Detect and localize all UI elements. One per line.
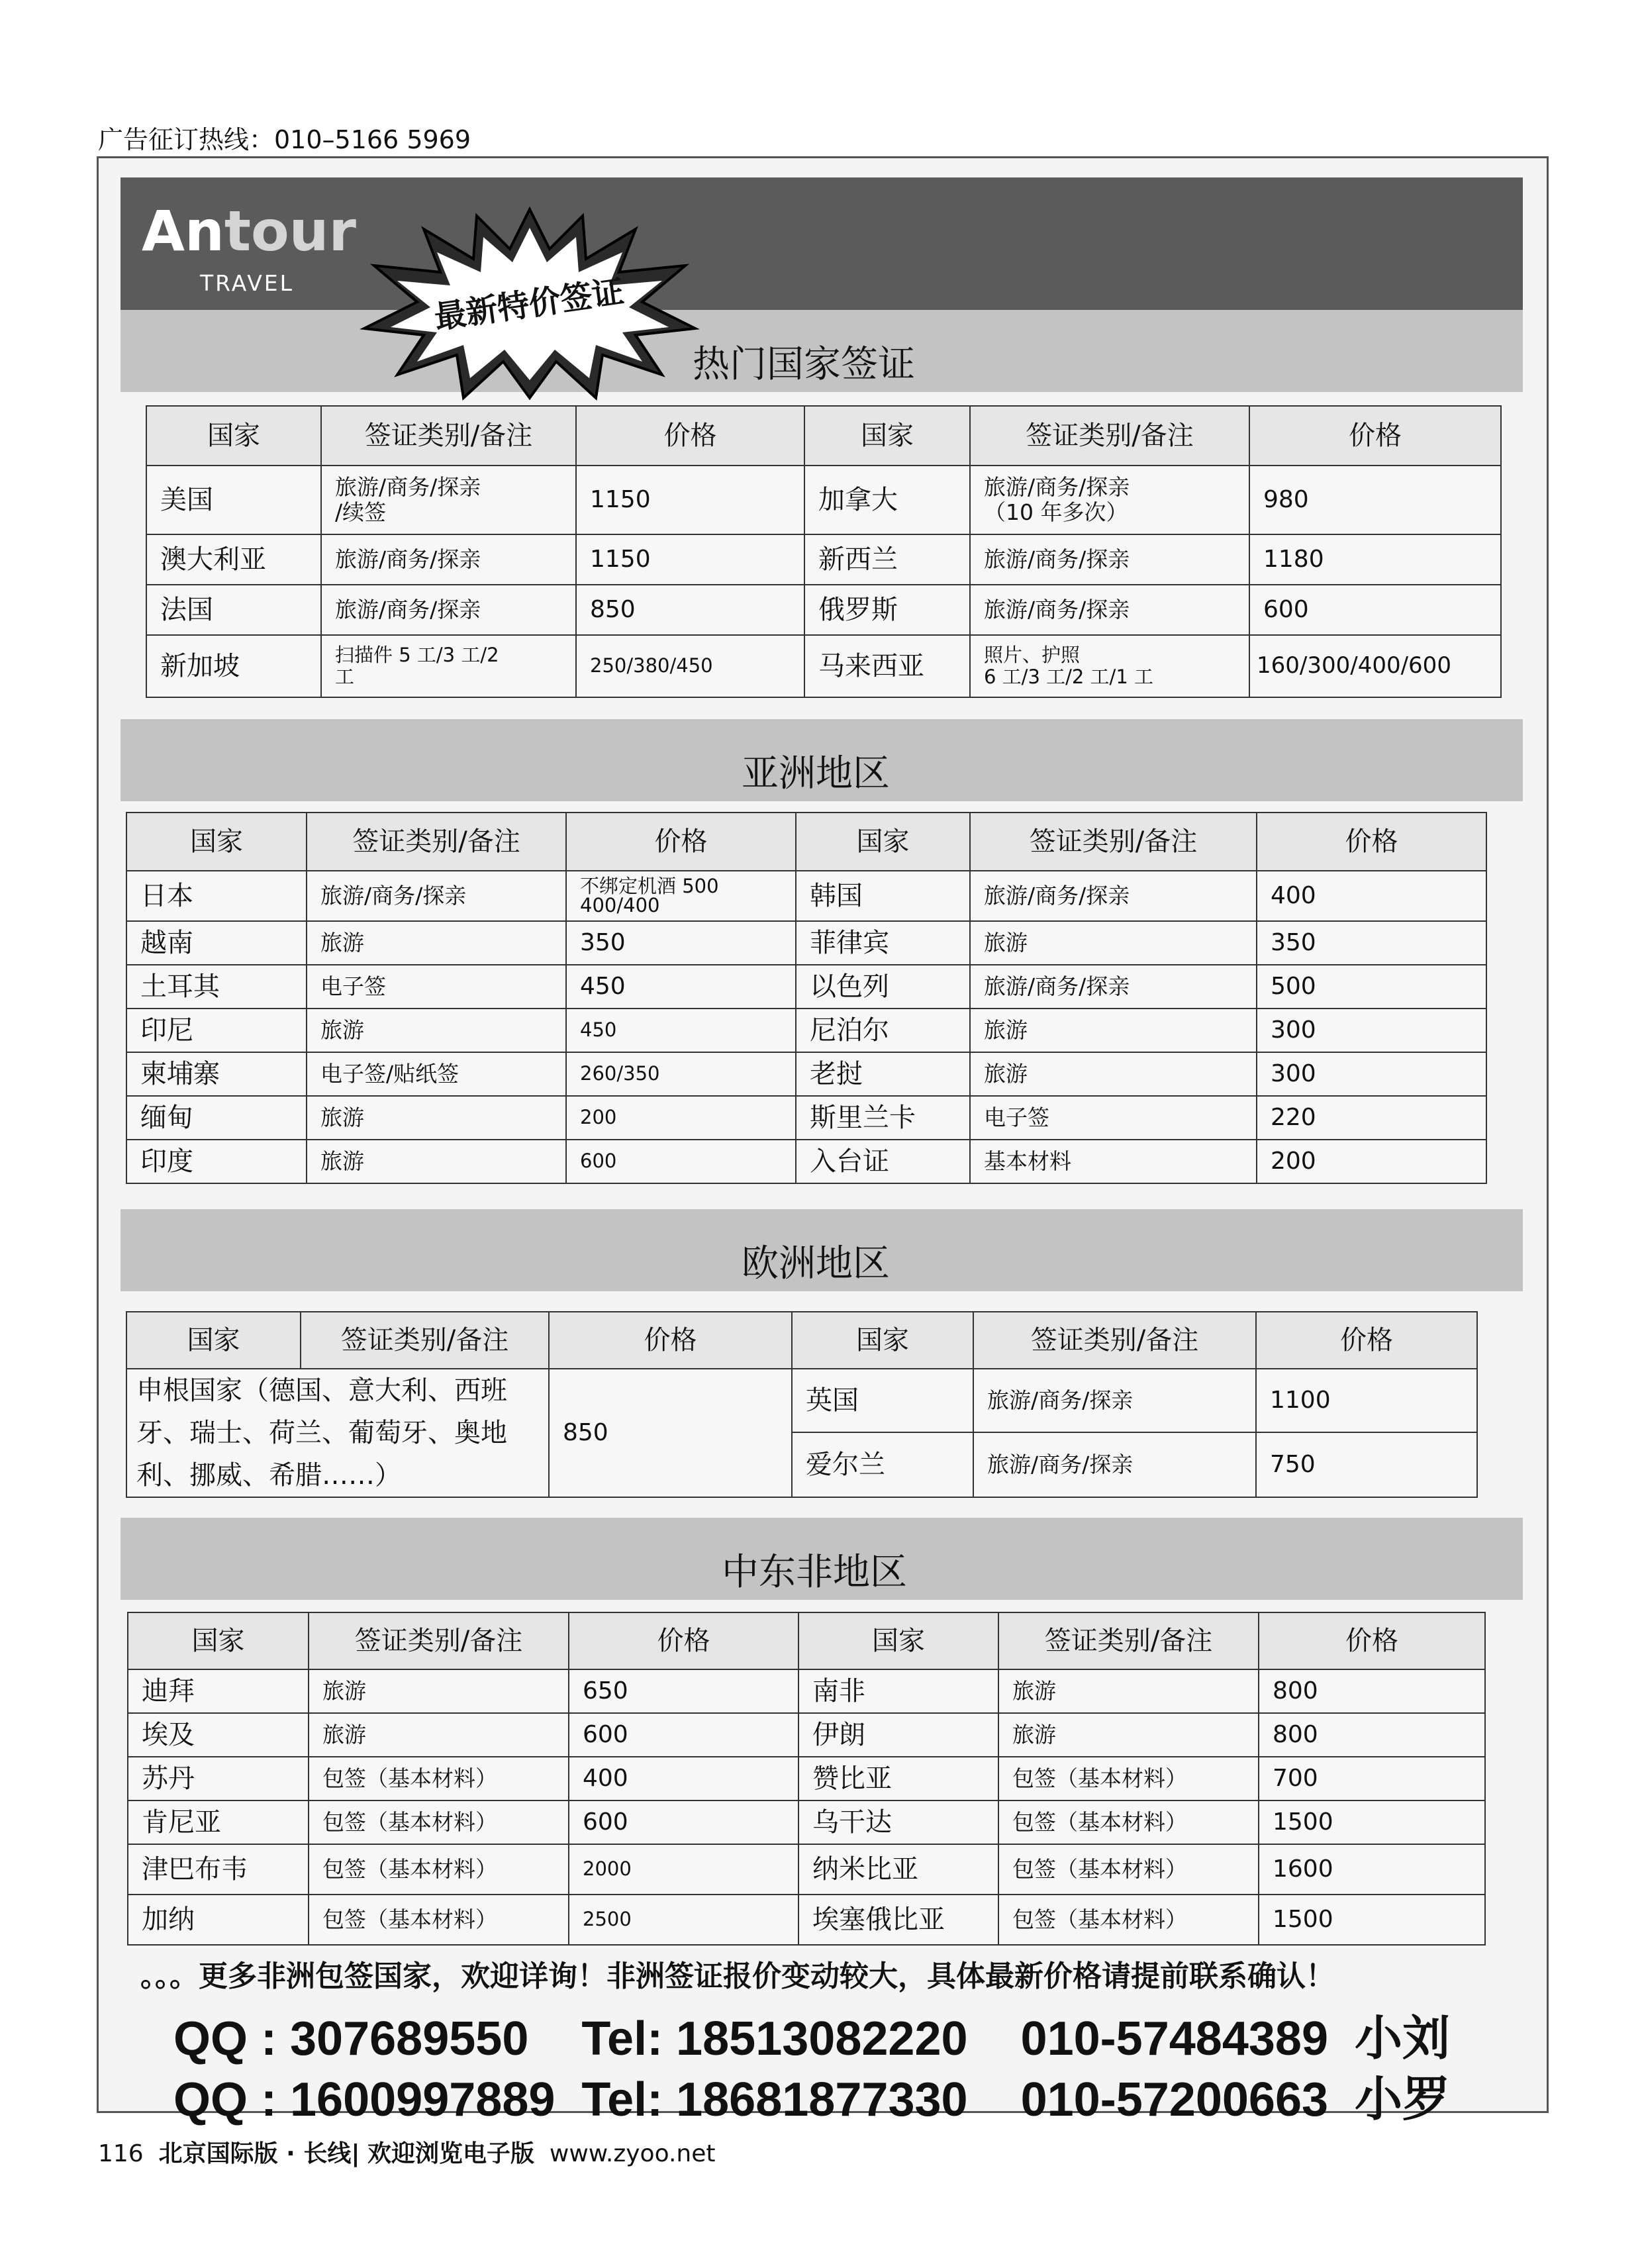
price: 750 (1256, 1432, 1477, 1497)
price: 500 (1257, 965, 1486, 1009)
visa-type: 旅游 (307, 1140, 566, 1183)
visa-type: 旅游/商务/探亲 (321, 534, 576, 585)
visa-type: 旅游/商务/探亲 (321, 585, 576, 635)
visa-type: 电子签 (307, 965, 566, 1009)
price: 2000 (569, 1844, 798, 1895)
visa-type: 旅游/商务/探亲 (973, 1369, 1256, 1432)
price: 450 (566, 965, 796, 1009)
visa-type: 旅游 (998, 1713, 1259, 1757)
special-offer-burst-icon (358, 203, 702, 401)
country: 加拿大 (804, 466, 970, 534)
visa-type: 包签（基本材料） (998, 1757, 1259, 1800)
price: 300 (1257, 1009, 1486, 1052)
price: 1100 (1256, 1369, 1477, 1432)
table-row (146, 534, 1501, 585)
country: 埃及 (128, 1713, 309, 1757)
table-row (128, 1800, 1485, 1844)
country: 澳大利亚 (146, 534, 321, 585)
table-row (128, 1713, 1485, 1757)
country: 乌干达 (798, 1800, 998, 1844)
country: 柬埔寨 (126, 1052, 307, 1096)
price: 1150 (576, 534, 804, 585)
visa-type: 旅游 (309, 1713, 569, 1757)
col-type: 签证类别/备注 (970, 406, 1249, 466)
country: 印尼 (126, 1009, 307, 1052)
price: 800 (1259, 1669, 1485, 1713)
welcome-text: 欢迎浏览电子版 (367, 2140, 534, 2167)
country: 菲律宾 (796, 921, 970, 965)
mideast-title: 中东非地区 (722, 1551, 907, 1594)
price: 350 (566, 921, 796, 965)
schengen-countries: 申根国家（德国、意大利、西班牙、瑞士、荷兰、葡萄牙、奥地利、挪威、希腊……） (126, 1369, 549, 1497)
visa-type: 包签（基本材料） (998, 1844, 1259, 1895)
visa-type: 旅游 (309, 1669, 569, 1713)
country: 马来西亚 (804, 635, 970, 697)
price: 200 (1257, 1140, 1486, 1183)
country: 苏丹 (128, 1757, 309, 1800)
country: 土耳其 (126, 965, 307, 1009)
table-row (126, 921, 1486, 965)
price: 850 (576, 585, 804, 635)
country: 加纳 (128, 1895, 309, 1945)
visa-type: 旅游 (307, 1096, 566, 1140)
country: 爱尔兰 (792, 1432, 973, 1497)
country: 南非 (798, 1669, 998, 1713)
visa-type: 旅游 (970, 1009, 1257, 1052)
country: 越南 (126, 921, 307, 965)
africa-note: 。。。更多非洲包签国家，欢迎详询！非洲签证报价变动较大，具体最新价格请提前联系确认！ (140, 1959, 1335, 1993)
price: 2500 (569, 1895, 798, 1945)
col-country: 国家 (804, 406, 970, 466)
asia-header-row (126, 813, 1486, 871)
visa-type: 包签（基本材料） (998, 1800, 1259, 1844)
country: 俄罗斯 (804, 585, 970, 635)
table-row (146, 585, 1501, 635)
price: 850 (549, 1369, 792, 1497)
country: 肯尼亚 (128, 1800, 309, 1844)
burst-text: 最新特价签证 (432, 273, 626, 336)
hot-title: 热门国家签证 (693, 343, 915, 386)
visa-type: 旅游/商务/探亲 （10 年多次） (970, 466, 1249, 534)
visa-type: 旅游 (970, 921, 1257, 965)
visa-type: 基本材料 (970, 1140, 1257, 1183)
price: 200 (566, 1096, 796, 1140)
visa-type: 照片、护照 6 工/3 工/2 工/1 工 (970, 635, 1249, 697)
visa-type: 包签（基本材料） (309, 1800, 569, 1844)
europe-title: 欧洲地区 (742, 1242, 890, 1285)
table-row (126, 1096, 1486, 1140)
europe-table (126, 1311, 1478, 1498)
country: 埃塞俄比亚 (798, 1895, 998, 1945)
country: 新加坡 (146, 635, 321, 697)
visa-type: 电子签 (970, 1096, 1257, 1140)
visa-type: 包签（基本材料） (998, 1895, 1259, 1945)
contact-line-1: QQ : 307689550 Tel: 18513082220 010-57484389 小刘 (173, 2012, 1451, 2065)
hot-header-row (146, 406, 1501, 466)
site-url[interactable]: www.zyoo.net (549, 2140, 716, 2167)
col-price: 价格 (1259, 1612, 1485, 1669)
price: 600 (566, 1140, 796, 1183)
visa-type: 旅游/商务/探亲 (307, 871, 566, 921)
asia-title: 亚洲地区 (742, 752, 890, 795)
visa-type: 旅游 (998, 1669, 1259, 1713)
price: 400 (569, 1757, 798, 1800)
visa-type: 包签（基本材料） (309, 1895, 569, 1945)
europe-header-row (126, 1312, 1477, 1369)
table-row (128, 1669, 1485, 1713)
country: 尼泊尔 (796, 1009, 970, 1052)
visa-type: 包签（基本材料） (309, 1757, 569, 1800)
price: 220 (1257, 1096, 1486, 1140)
table-row (126, 1369, 1477, 1432)
country: 入台证 (796, 1140, 970, 1183)
col-country: 国家 (126, 813, 307, 871)
col-price: 价格 (1257, 813, 1486, 871)
visa-type: 旅游 (307, 921, 566, 965)
page-footer (98, 2135, 716, 2169)
price: 1500 (1259, 1895, 1485, 1945)
edition: 北京国际版 · 长线| (158, 2140, 360, 2167)
visa-type: 旅游/商务/探亲 (973, 1432, 1256, 1497)
col-price: 价格 (576, 406, 804, 466)
price: 450 (566, 1009, 796, 1052)
col-country: 国家 (792, 1312, 973, 1369)
price: 160/300/400/600 (1249, 635, 1501, 697)
col-type: 签证类别/备注 (301, 1312, 549, 1369)
col-price: 价格 (1256, 1312, 1477, 1369)
antour-logo (142, 199, 356, 264)
table-row (146, 466, 1501, 534)
table-row (126, 1052, 1486, 1096)
mideast-header-row (128, 1612, 1485, 1669)
col-type: 签证类别/备注 (307, 813, 566, 871)
col-type: 签证类别/备注 (998, 1612, 1259, 1669)
col-country: 国家 (146, 406, 321, 466)
country: 新西兰 (804, 534, 970, 585)
country: 韩国 (796, 871, 970, 921)
price: 980 (1249, 466, 1501, 534)
table-row (128, 1895, 1485, 1945)
visa-type: 扫描件 5 工/3 工/2 工 (321, 635, 576, 697)
table-row (126, 871, 1486, 921)
country: 津巴布韦 (128, 1844, 309, 1895)
price: 1150 (576, 466, 804, 534)
logo-part1: An (142, 199, 224, 264)
price: 300 (1257, 1052, 1486, 1096)
visa-type: 旅游/商务/探亲 (970, 965, 1257, 1009)
col-price: 价格 (566, 813, 796, 871)
price: 260/350 (566, 1052, 796, 1096)
country: 法国 (146, 585, 321, 635)
logo-subtitle: TRAVEL (200, 270, 295, 296)
page-number: 116 (98, 2140, 144, 2167)
country: 缅甸 (126, 1096, 307, 1140)
col-country: 国家 (128, 1612, 309, 1669)
price: 350 (1257, 921, 1486, 965)
asia-table (126, 812, 1487, 1184)
visa-type: 旅游/商务/探亲 (970, 871, 1257, 921)
price: 1180 (1249, 534, 1501, 585)
country: 美国 (146, 466, 321, 534)
country: 赞比亚 (798, 1757, 998, 1800)
col-price: 价格 (549, 1312, 792, 1369)
price: 250/380/450 (576, 635, 804, 697)
country: 日本 (126, 871, 307, 921)
country: 老挝 (796, 1052, 970, 1096)
col-type: 签证类别/备注 (309, 1612, 569, 1669)
country: 英国 (792, 1369, 973, 1432)
col-country: 国家 (798, 1612, 998, 1669)
country: 迪拜 (128, 1669, 309, 1713)
col-type: 签证类别/备注 (970, 813, 1257, 871)
col-price: 价格 (569, 1612, 798, 1669)
visa-type: 旅游/商务/探亲 /续签 (321, 466, 576, 534)
price: 700 (1259, 1757, 1485, 1800)
table-row (146, 635, 1501, 697)
price: 不绑定机酒 500 400/400 (566, 871, 796, 921)
price: 600 (569, 1713, 798, 1757)
ad-hotline: 广告征订热线：010–5166 5969 (98, 125, 471, 154)
table-row (126, 1009, 1486, 1052)
hot-table (146, 405, 1502, 698)
col-country: 国家 (126, 1312, 301, 1369)
price: 1600 (1259, 1844, 1485, 1895)
table-row (126, 965, 1486, 1009)
table-row (128, 1757, 1485, 1800)
visa-type: 旅游/商务/探亲 (970, 585, 1249, 635)
col-type: 签证类别/备注 (973, 1312, 1256, 1369)
table-row (128, 1844, 1485, 1895)
mideast-table (127, 1612, 1486, 1946)
country: 以色列 (796, 965, 970, 1009)
price: 800 (1259, 1713, 1485, 1757)
contact-line-2: QQ : 1600997889 Tel: 18681877330 010-57200663 小罗 (173, 2073, 1451, 2126)
price: 600 (1249, 585, 1501, 635)
visa-type: 旅游/商务/探亲 (970, 534, 1249, 585)
country: 斯里兰卡 (796, 1096, 970, 1140)
col-type: 签证类别/备注 (321, 406, 576, 466)
price: 400 (1257, 871, 1486, 921)
country: 印度 (126, 1140, 307, 1183)
visa-type: 旅游 (307, 1009, 566, 1052)
price: 1500 (1259, 1800, 1485, 1844)
col-country: 国家 (796, 813, 970, 871)
country: 伊朗 (798, 1713, 998, 1757)
table-row (126, 1140, 1486, 1183)
visa-type: 电子签/贴纸签 (307, 1052, 566, 1096)
visa-type: 包签（基本材料） (309, 1844, 569, 1895)
price: 650 (569, 1669, 798, 1713)
logo-part2: tour (224, 199, 356, 264)
col-price: 价格 (1249, 406, 1501, 466)
country: 纳米比亚 (798, 1844, 998, 1895)
visa-type: 旅游 (970, 1052, 1257, 1096)
price: 600 (569, 1800, 798, 1844)
